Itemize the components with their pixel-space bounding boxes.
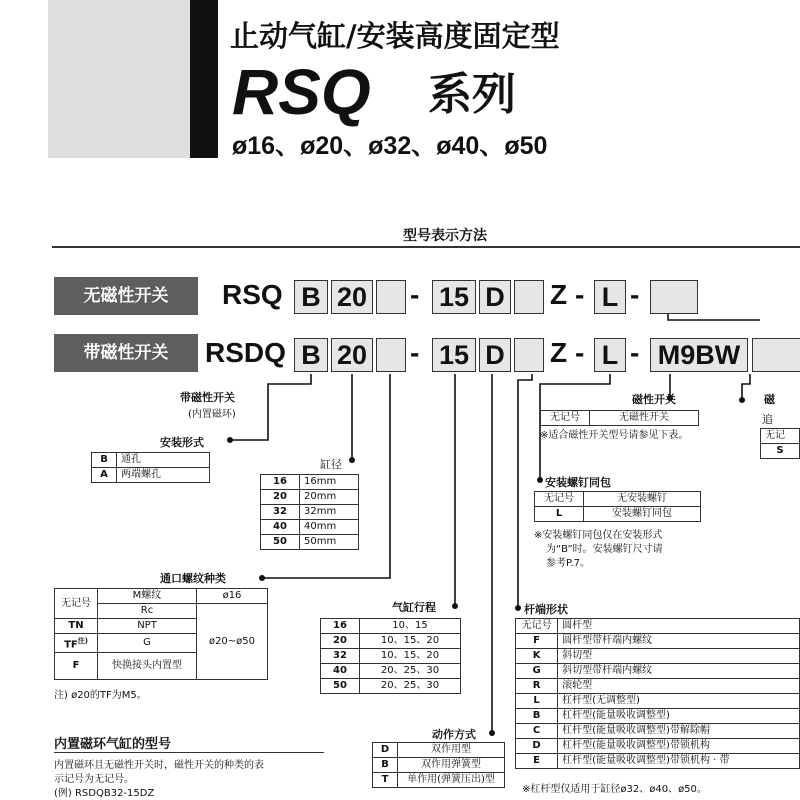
code-box-rod <box>514 338 544 372</box>
code-box-stroke: 15 <box>432 338 476 372</box>
dash: - <box>575 279 585 310</box>
bore-list: ø16、ø20、ø32、ø40、ø50 <box>232 132 548 160</box>
port-table: 无记号 M螺纹 ø16 Rc ø20~ø50 TN NPT $TF^{注)}$ G F 快换接头内置型 <box>54 588 268 680</box>
bore-title: 缸径 <box>320 458 342 471</box>
connector-dot <box>489 730 495 736</box>
dash: - <box>575 337 585 368</box>
mount-title: 安装形式 <box>160 436 204 449</box>
bolt-note-2: 为“B”时。安装螺钉尺寸请 <box>546 544 663 555</box>
connector-dot <box>515 605 521 611</box>
bore-table: 16 16mm 20 20mm 32 32mm 40 40mm 50 50mm <box>260 474 359 550</box>
bolt-table: 无记号 无安装螺钉 L 安装螺钉同包 <box>534 491 701 522</box>
code-box-port <box>376 338 406 372</box>
code-box-action: D <box>479 338 511 372</box>
connector-dot <box>739 397 745 403</box>
series-code: RSQ <box>232 56 371 128</box>
mount-table: B 通孔 A 两端螺孔 <box>91 452 210 483</box>
bolt-note-3: 参考P.7。 <box>546 558 591 569</box>
stroke-table: 16 10、15 20 10、15、20 32 10、15、20 40 20、25、30 50 20、25、30 <box>320 618 461 694</box>
port-note: 注) ø20的TF为M5。 <box>54 690 147 701</box>
code-box-bore: 20 <box>331 280 373 314</box>
rod-title: 杆端形状 <box>524 603 568 616</box>
model-prefix: RSQ <box>222 279 283 310</box>
code-z: Z <box>550 337 568 368</box>
connector-dot <box>537 477 543 483</box>
stroke-title: 气缸行程 <box>392 601 436 614</box>
code-box-bolt: L <box>594 338 626 372</box>
cutoff-table: 无记 S <box>760 428 800 459</box>
switch-title: 磁性开关 <box>632 393 676 406</box>
port-title: 通口螺纹种类 <box>160 572 226 585</box>
dash: - <box>630 279 640 310</box>
connector-dot <box>227 437 233 443</box>
rod-note: ※杠杆型仅适用于缸径ø32、ø40、ø50。 <box>522 784 707 795</box>
dash: - <box>630 337 640 368</box>
code-box-action: D <box>479 280 511 314</box>
inner-magnet-example: (例) RSDQB32-15DZ <box>54 788 155 799</box>
connector-dot <box>452 603 458 609</box>
model-prefix: RSDQ <box>205 337 286 368</box>
connector-dot <box>259 575 265 581</box>
code-box-mount: B <box>294 280 328 314</box>
magnet-note-title: 带磁性开关 <box>180 391 235 404</box>
connector-dot <box>349 457 355 463</box>
inner-magnet-line-2: 示记号为无记号。 <box>54 774 134 785</box>
rod-table: 无记号 圆杆型 F 圆杆型带杆端内螺纹 K 斜切型 G 斜切型带杆端内螺纹 R 滚轮型 L 杠杆型(无调整型) B 杠杆型(能量吸收调整型) C 杠杆型(能量吸收调整型)带解除帽 D 杠杆型(能量吸收调整型)带锁机构 E 杠杆型(能量吸收调整型)带锁机构 · 带 <box>515 618 800 769</box>
inner-magnet-rule <box>54 752 324 753</box>
row-label-with-switch: 带磁性开关 <box>54 334 198 372</box>
action-table: D 双作用型 B 双作用弹簧型 T 单作用(弹簧压出)型 <box>372 742 505 788</box>
dash: - <box>410 279 420 310</box>
code-box-port <box>376 280 406 314</box>
cutoff-text: 追 <box>762 413 773 426</box>
code-box-rod <box>514 280 544 314</box>
bolt-title: 安装螺钉同包 <box>545 476 611 489</box>
code-box-extra <box>752 338 800 372</box>
code-box-bore: 20 <box>331 338 373 372</box>
switch-table: 无记号 无磁性开关 <box>540 410 699 426</box>
magnet-note-sub: (内置磁环) <box>188 409 236 420</box>
code-box-bolt: L <box>594 280 626 314</box>
series-word: 系列 <box>428 69 516 120</box>
code-box-stroke: 15 <box>432 280 476 314</box>
row-label-no-switch: 无磁性开关 <box>54 277 198 315</box>
code-z: Z <box>550 279 568 310</box>
inner-magnet-line-1: 内置磁环且无磁性开关时，磁性开关的种类的表 <box>54 760 264 771</box>
dash: - <box>410 337 420 368</box>
section-title: 型号表示方法 <box>403 228 487 244</box>
code-box-mount: B <box>294 338 328 372</box>
bolt-note-1: ※安装螺钉同包仅在安装形式 <box>534 530 663 541</box>
inner-magnet-title: 内置磁环气缸的型号 <box>54 737 172 752</box>
page-title: 止动气缸/安装高度固定型 <box>230 19 560 53</box>
cutoff-text: 磁 <box>764 393 775 406</box>
code-box-switch: M9BW <box>650 338 748 372</box>
switch-note: ※适合磁性开关型号请参见下表。 <box>540 430 689 441</box>
action-title: 动作方式 <box>432 728 476 741</box>
code-box-switch <box>650 280 698 314</box>
